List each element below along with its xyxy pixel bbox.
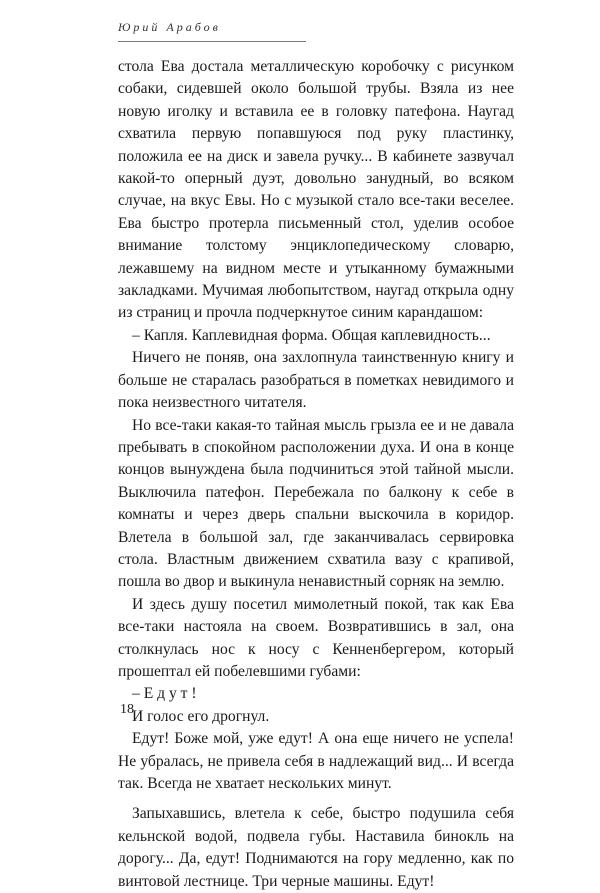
- paragraph: Едут! Боже мой, уже едут! А она еще ничего не успела! Не убралась, не привела себя в надлежащий вид... И всегда так. Всегда не хватает нескольких минут.: [118, 730, 514, 792]
- paragraph: И голос его дрогнул.: [132, 707, 270, 725]
- paragraph: Запыхавшись, влетела к себе, быстро подушила себя кельнской водой, подвела губы. Наставила бинокль на дорогу... Да, едут! Поднимаются на гору медленно, как по винтовой лестнице. Три черные машины. Едут!: [118, 805, 514, 890]
- body-text: [118, 56, 514, 893]
- paragraph: – Капля. Каплевидная форма. Общая каплевидность...: [132, 326, 491, 344]
- paragraph: Но все-таки какая-то тайная мысль грызла ее и не давала пребывать в спокойном расположении духа. И она в конце концов вынуждена была подчиниться этой тайной мысли. Выключила патефон. Перебежала по балкону к себе в комнаты и через дверь спальни выскочила в коридор. Влетела в большой зал, где заканчивалась сервировка стола. Властным движением схватила вазу с крапивой, пошла во двор и выкинула ненавистный сорняк на землю.: [118, 416, 514, 591]
- running-head: Юрий Арабов: [118, 20, 221, 34]
- paragraph: Ничего не поняв, она захлопнула таинственную книгу и больше не старалась разобраться в пометках невидимого и пока неизвестного читателя.: [118, 349, 514, 412]
- paragraph: стола Ева достала металлическую коробочку с рисунком собаки, сидевшей около большой трубы. Взяла из нее новую иголку и вставила ее в головку патефона. Наугад схватила первую попавшуюся под руку пластинку, положила ее на диск и завела ручку... В кабинете зазвучал какой-то оперный дуэт, довольно занудный, во всяком случае, на вкус Евы. Но с музыкой стало все-таки веселее. Ева быстро протерла письменный стол, уделив особое внимание толстому энциклопедическому словарю, лежавшему на видном месте и утыканному бумажными закладками. Мучимая любопытством, наугад открыла одну из страниц и прочла подчеркнутое синим карандашом:: [118, 58, 514, 322]
- page-number: 18: [120, 702, 134, 717]
- paragraph: – Е д у т !: [132, 685, 197, 703]
- header-rule: [118, 41, 306, 42]
- paragraph: И здесь душу посетил мимолетный покой, так как Ева все-таки настояла на своем. Возвратившись в зал, она столкнулась нос к носу с Кенненбергером, который прошептал ей побелевшими губами:: [118, 595, 514, 680]
